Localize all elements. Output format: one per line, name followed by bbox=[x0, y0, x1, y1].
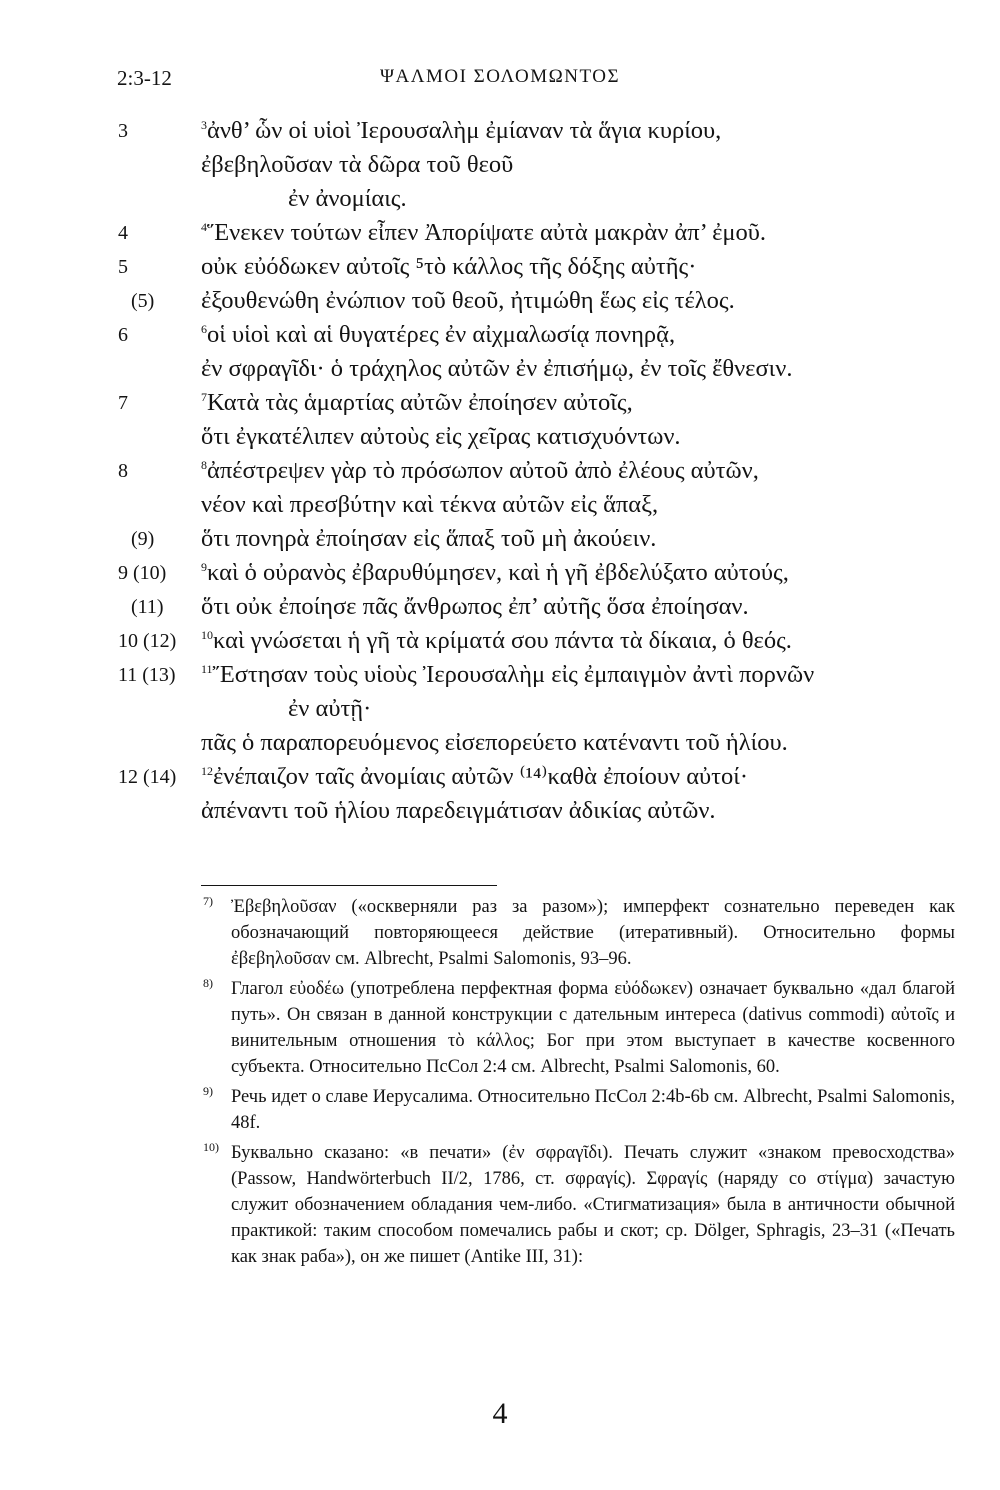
verse-number: 7 bbox=[118, 392, 128, 414]
verse-number: 10 (12) bbox=[118, 630, 177, 652]
verse-number: 6 bbox=[118, 324, 128, 346]
verse-number: 4 bbox=[118, 222, 128, 244]
verse-text: ὅτι οὐκ ἐποίησε πᾶς ἄνθρωπος ἐπ’ αὐτῆς ὅσα ἐποίησαν. bbox=[201, 593, 749, 620]
verse-number: 11 (13) bbox=[118, 664, 176, 686]
verse-line bbox=[0, 624, 1000, 658]
verse-line bbox=[0, 250, 1000, 284]
footnote-number: 10) bbox=[203, 1140, 219, 1154]
section-reference: 2:3-12 bbox=[117, 66, 172, 90]
verse-number: (11) bbox=[131, 596, 164, 618]
verse-number: 3 bbox=[118, 120, 128, 142]
verse-line bbox=[0, 692, 1000, 726]
verse-number: (5) bbox=[131, 290, 155, 312]
verse-text: $^{11}$Ἔστησαν τοὺς υἱοὺς Ἰερουσαλὴμ εἰς ἐμπαιγμὸν ἀντὶ πορνῶν bbox=[201, 661, 815, 688]
verse-text: $^{12}$ἐνέπαιζον ταῖς ἀνομίαις αὐτῶν ⁽¹⁴⁾καθὰ ἐποίουν αὐτοί· bbox=[201, 763, 749, 790]
verse-line bbox=[0, 590, 1000, 624]
verse-line bbox=[0, 726, 1000, 760]
verse-number: 8 bbox=[118, 460, 128, 482]
verse-text: $^{10}$καὶ γνώσεται ἡ γῆ τὰ κρίματά σου πάντα τὰ δίκαια, ὁ θεός. bbox=[201, 627, 792, 654]
footnote-text: Ἐβεβηλοῦσαν («оскверняли раз за разом»); имперфект сознательно переведен как обозначающий повторяющееся действие (итеративный). Относительно формы ἐβεβηλοῦσαν см. Albrecht, Psalmi Salomonis, 93–96. bbox=[231, 897, 955, 969]
verse-line bbox=[0, 386, 1000, 420]
verse-text: ὅτι πονηρὰ ἐποίησαν εἰς ἅπαξ τοῦ μὴ ἀκούειν. bbox=[201, 525, 657, 552]
verse-list bbox=[0, 114, 1000, 828]
verse-text: ἐν αὐτῇ· bbox=[288, 695, 372, 722]
footnote-number: 7) bbox=[203, 894, 213, 908]
verse-number: (9) bbox=[131, 528, 155, 550]
verse-line bbox=[0, 454, 1000, 488]
page-number: 4 bbox=[492, 1397, 508, 1430]
verse-text: $^9$καὶ ὁ οὐρανὸς ἐβαρυθύμησεν, καὶ ἡ γῆ ἐβδελύξατο αὐτούς, bbox=[201, 559, 789, 586]
verse-text: νέον καὶ πρεσβύτην καὶ τέκνα αὐτῶν εἰς ἅπαξ, bbox=[201, 491, 659, 518]
verse-text: $^7$Κατὰ τὰς ἁμαρτίας αὐτῶν ἐποίησεν αὐτοῖς, bbox=[201, 389, 633, 416]
verse-text: ἐν ἀνομίαις. bbox=[288, 185, 407, 212]
verse-text: ἐξουθενώθη ἐνώπιον τοῦ θεοῦ, ἠτιμώθη ἕως εἰς τέλος. bbox=[201, 287, 735, 314]
verse-number: 5 bbox=[118, 256, 128, 278]
verse-line bbox=[0, 182, 1000, 216]
verse-text: ἐβεβηλοῦσαν τὰ δῶρα τοῦ θεοῦ bbox=[201, 151, 514, 178]
footnote bbox=[201, 1140, 955, 1270]
verse-text: ὅτι ἐγκατέλιπεν αὐτοὺς εἰς χεῖρας κατισχυόντων. bbox=[201, 423, 681, 450]
footnote bbox=[201, 976, 955, 1080]
footnotes bbox=[201, 894, 955, 1274]
verse-line bbox=[0, 488, 1000, 522]
verse-text: $^8$ἀπέστρεψεν γὰρ τὸ πρόσωπον αὐτοῦ ἀπὸ ἐλέους αὐτῶν, bbox=[201, 457, 759, 484]
footnote-number: 8) bbox=[203, 976, 213, 990]
footnote-text: Речь идет о славе Иерусалима. Относительно ПсСол 2:4b-6b см. Albrecht, Psalmi Salomonis, 48f. bbox=[231, 1087, 955, 1133]
verse-line bbox=[0, 794, 1000, 828]
verse-line bbox=[0, 216, 1000, 250]
footnote bbox=[201, 894, 955, 972]
verse-line bbox=[0, 284, 1000, 318]
verse-line bbox=[0, 114, 1000, 148]
footnote bbox=[201, 1084, 955, 1136]
verse-line bbox=[0, 658, 1000, 692]
verse-text: πᾶς ὁ παραπορευόμενος εἰσεπορεύετο κατέναντι τοῦ ἡλίου. bbox=[201, 729, 788, 756]
footnote-text: Глагол εὐοδέω (употреблена перфектная форма εὐόδωκεν) означает буквально «дал благой путь». Он связан в данной конструкции с дательным интереса (dativus commodi) αὐτοῖς и винительным отношения τὸ κάλλος; Бог при этом выступает в качестве косвенного субъекта. Относительно ПсСол 2:4 см. Albrecht, Psalmi Salomonis, 60. bbox=[231, 979, 955, 1077]
verse-line bbox=[0, 522, 1000, 556]
verse-line bbox=[0, 556, 1000, 590]
verse-text: ἀπέναντι τοῦ ἡλίου παρεδειγμάτισαν ἀδικίας αὐτῶν. bbox=[201, 797, 716, 824]
verse-number: 9 (10) bbox=[118, 562, 167, 584]
verse-text: $^3$ἀνθ’ ὧν οἱ υἱοὶ Ἰερουσαλὴμ ἐμίαναν τὰ ἅγια κυρίου, bbox=[201, 117, 722, 144]
footnote-divider bbox=[201, 885, 497, 886]
running-title: ΨΑΛΜΟΙ ΣΟΛΟΜΩΝΤΟΣ bbox=[379, 66, 621, 87]
footnote-text: Буквально сказано: «в печати» (ἐν σφραγῖδι). Печать служит «знаком превосходства» (Passow, Handwörterbuch II/2, 1786, ст. σφραγίς). Σφραγίς (наряду со στίγμα) зачастую служит обозначением обладания чем-либо. «Стигматизация» была в античности обычной практикой: таким способом помечались рабы и скот; ср. Dölger, Sphragis, 23–31 («Печать как знак раба»), он же пишет (Antike III, 31): bbox=[231, 1143, 955, 1267]
verse-text: $^6$οἱ υἱοὶ καὶ αἱ θυγατέρες ἐν αἰχμαλωσίᾳ πονηρᾷ, bbox=[201, 321, 676, 348]
verse-line bbox=[0, 352, 1000, 386]
verse-text: $^4$Ἕνεκεν τούτων εἶπεν Ἀπορίψατε αὐτὰ μακρὰν ἀπ’ ἐμοῦ. bbox=[201, 219, 767, 246]
verse-line bbox=[0, 318, 1000, 352]
footnote-number: 9) bbox=[203, 1084, 213, 1098]
verse-number: 12 (14) bbox=[118, 766, 177, 788]
verse-line bbox=[0, 760, 1000, 794]
verse-text: ἐν σφραγῖδι· ὁ τράχηλος αὐτῶν ἐν ἐπισήμῳ, ἐν τοῖς ἔθνεσιν. bbox=[201, 355, 793, 382]
verse-line bbox=[0, 420, 1000, 454]
verse-line bbox=[0, 148, 1000, 182]
verse-text: οὐκ εὐόδωκεν αὐτοῖς ⁵τὸ κάλλος τῆς δόξης αὐτῆς· bbox=[201, 253, 697, 280]
